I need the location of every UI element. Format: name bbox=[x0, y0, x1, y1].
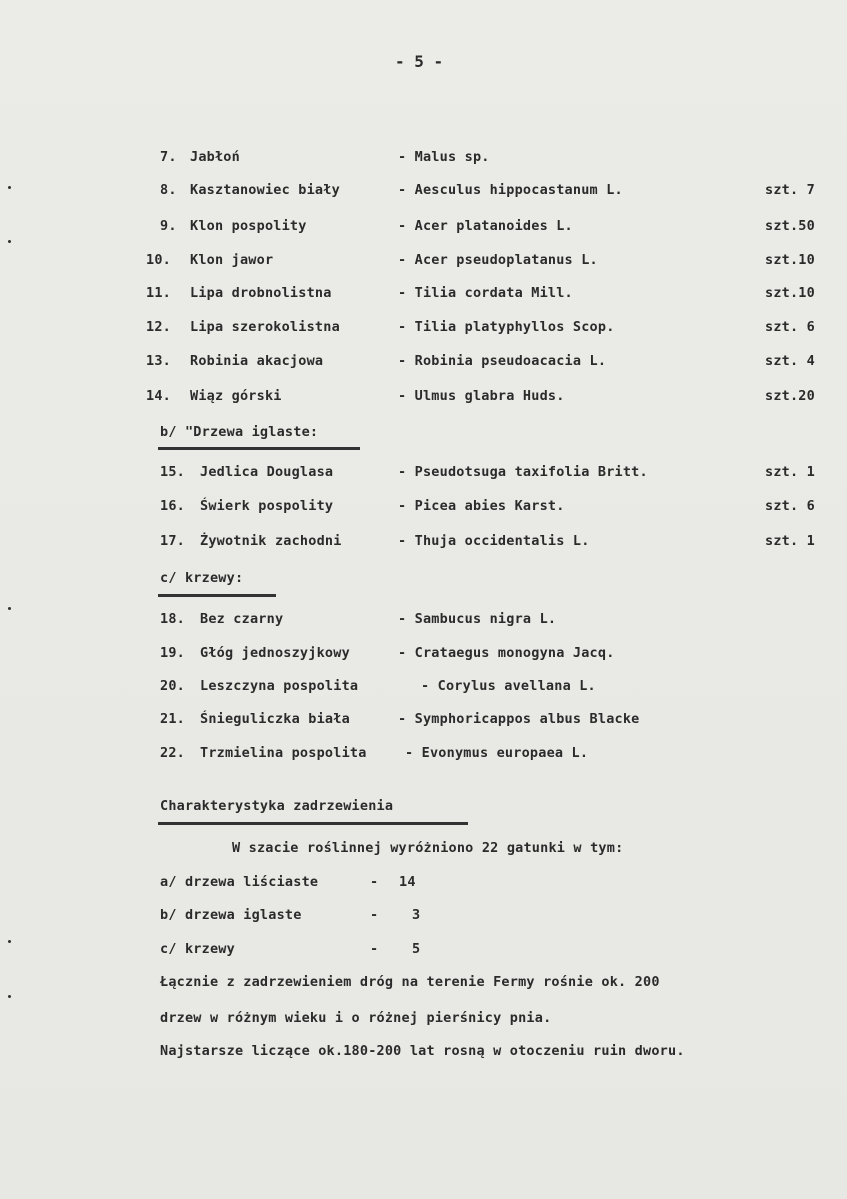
heading-underline bbox=[158, 822, 468, 825]
shrub-row-polish: Śnieguliczka biała bbox=[200, 711, 350, 727]
shrub-row-num: 21. bbox=[160, 711, 185, 727]
tree-row-latin: - Tilia cordata Mill. bbox=[398, 285, 573, 301]
tree-row-polish: Lipa szerokolistna bbox=[190, 319, 340, 335]
conifer-row-polish: Świerk pospolity bbox=[200, 498, 334, 514]
shrub-row-num: 22. bbox=[160, 745, 185, 761]
page-number: - 5 - bbox=[395, 52, 444, 71]
conifer-row-num: 17. bbox=[160, 533, 185, 549]
tree-row-latin: - Aesculus hippocastanum L. bbox=[398, 182, 623, 198]
shrub-row-num: 20. bbox=[160, 678, 185, 694]
shrub-row-polish: Głóg jednoszyjkowy bbox=[200, 645, 350, 661]
shrub-row-latin: - Sambucus nigra L. bbox=[398, 611, 557, 627]
summary-label: c/ krzewy bbox=[160, 941, 235, 957]
tree-row-num: 12. bbox=[146, 319, 171, 335]
tree-row-latin: - Malus sp. bbox=[398, 149, 490, 165]
tree-row-polish: Jabłoń bbox=[190, 149, 240, 165]
tree-row-polish: Robinia akacjowa bbox=[190, 353, 324, 369]
tree-row-count: szt.20 bbox=[765, 388, 815, 404]
shrub-row-polish: Trzmielina pospolita bbox=[200, 745, 367, 761]
tree-row-num: 10. bbox=[146, 252, 171, 268]
conifer-row-num: 16. bbox=[160, 498, 185, 514]
tree-row-num: 11. bbox=[146, 285, 171, 301]
conifer-row-latin: - Picea abies Karst. bbox=[398, 498, 565, 514]
tree-row-latin: - Ulmus glabra Huds. bbox=[398, 388, 565, 404]
margin-mark bbox=[8, 607, 11, 610]
shrub-row-latin: - Crataegus monogyna Jacq. bbox=[398, 645, 615, 661]
tree-row-count: szt.50 bbox=[765, 218, 815, 234]
tree-row-count: szt.10 bbox=[765, 252, 815, 268]
heading-underline bbox=[158, 447, 360, 450]
tree-row-latin: - Acer platanoides L. bbox=[398, 218, 573, 234]
tree-row-num: 13. bbox=[146, 353, 171, 369]
tree-row-count: szt. 7 bbox=[765, 182, 815, 198]
paragraph-line: Najstarsze liczące ok.180-200 lat rosną w otoczeniu ruin dworu. bbox=[160, 1043, 685, 1059]
paragraph-line: Łącznie z zadrzewieniem dróg na terenie Fermy rośnie ok. 200 bbox=[160, 974, 660, 990]
tree-row-latin: - Robinia pseudoacacia L. bbox=[398, 353, 607, 369]
margin-mark bbox=[8, 995, 11, 998]
margin-mark bbox=[8, 240, 11, 243]
tree-row-polish: Klon jawor bbox=[190, 252, 274, 268]
conifer-row-polish: Żywotnik zachodni bbox=[200, 533, 342, 549]
shrub-row-latin: - Evonymus europaea L. bbox=[405, 745, 589, 761]
summary-value: 14 bbox=[399, 874, 416, 890]
shrub-row-num: 18. bbox=[160, 611, 185, 627]
tree-row-count: szt.10 bbox=[765, 285, 815, 301]
tree-row-num: 14. bbox=[146, 388, 171, 404]
tree-row-latin: - Acer pseudoplatanus L. bbox=[398, 252, 598, 268]
conifer-row-count: szt. 1 bbox=[765, 464, 815, 480]
tree-row-polish: Wiąz górski bbox=[190, 388, 282, 404]
conifer-row-latin: - Pseudotsuga taxifolia Britt. bbox=[398, 464, 648, 480]
summary-dash: - bbox=[370, 907, 379, 923]
tree-row-polish: Klon pospolity bbox=[190, 218, 307, 234]
summary-dash: - bbox=[370, 941, 379, 957]
conifer-row-num: 15. bbox=[160, 464, 185, 480]
summary-dash: - bbox=[370, 874, 379, 890]
intro-text: W szacie roślinnej wyróżniono 22 gatunki w tym: bbox=[232, 840, 624, 856]
tree-row-latin: - Tilia platyphyllos Scop. bbox=[398, 319, 615, 335]
tree-row-count: szt. 4 bbox=[765, 353, 815, 369]
shrub-row-num: 19. bbox=[160, 645, 185, 661]
margin-mark bbox=[8, 186, 11, 189]
paragraph-line: drzew w różnym wieku i o różnej pierśnicy pnia. bbox=[160, 1010, 552, 1026]
conifer-row-count: szt. 1 bbox=[765, 533, 815, 549]
tree-row-num: 9. bbox=[160, 218, 177, 234]
section-heading: Charakterystyka zadrzewienia bbox=[160, 798, 394, 814]
shrub-row-latin: - Symphoricappos albus Blacke bbox=[398, 711, 640, 727]
conifers-heading: b/ "Drzewa iglaste: bbox=[160, 424, 319, 440]
tree-row-count: szt. 6 bbox=[765, 319, 815, 335]
shrubs-heading: c/ krzewy: bbox=[160, 570, 244, 586]
tree-row-polish: Lipa drobnolistna bbox=[190, 285, 332, 301]
shrub-row-polish: Leszczyna pospolita bbox=[200, 678, 359, 694]
conifer-row-polish: Jedlica Douglasa bbox=[200, 464, 334, 480]
shrub-row-latin: - Corylus avellana L. bbox=[421, 678, 596, 694]
summary-value: 5 bbox=[412, 941, 421, 957]
shrub-row-polish: Bez czarny bbox=[200, 611, 284, 627]
conifer-row-count: szt. 6 bbox=[765, 498, 815, 514]
tree-row-num: 8. bbox=[160, 182, 177, 198]
tree-row-num: 7. bbox=[160, 149, 177, 165]
summary-label: a/ drzewa liściaste bbox=[160, 874, 319, 890]
margin-mark bbox=[8, 940, 11, 943]
heading-underline bbox=[158, 594, 276, 597]
conifer-row-latin: - Thuja occidentalis L. bbox=[398, 533, 590, 549]
summary-value: 3 bbox=[412, 907, 421, 923]
tree-row-polish: Kasztanowiec biały bbox=[190, 182, 340, 198]
summary-label: b/ drzewa iglaste bbox=[160, 907, 302, 923]
